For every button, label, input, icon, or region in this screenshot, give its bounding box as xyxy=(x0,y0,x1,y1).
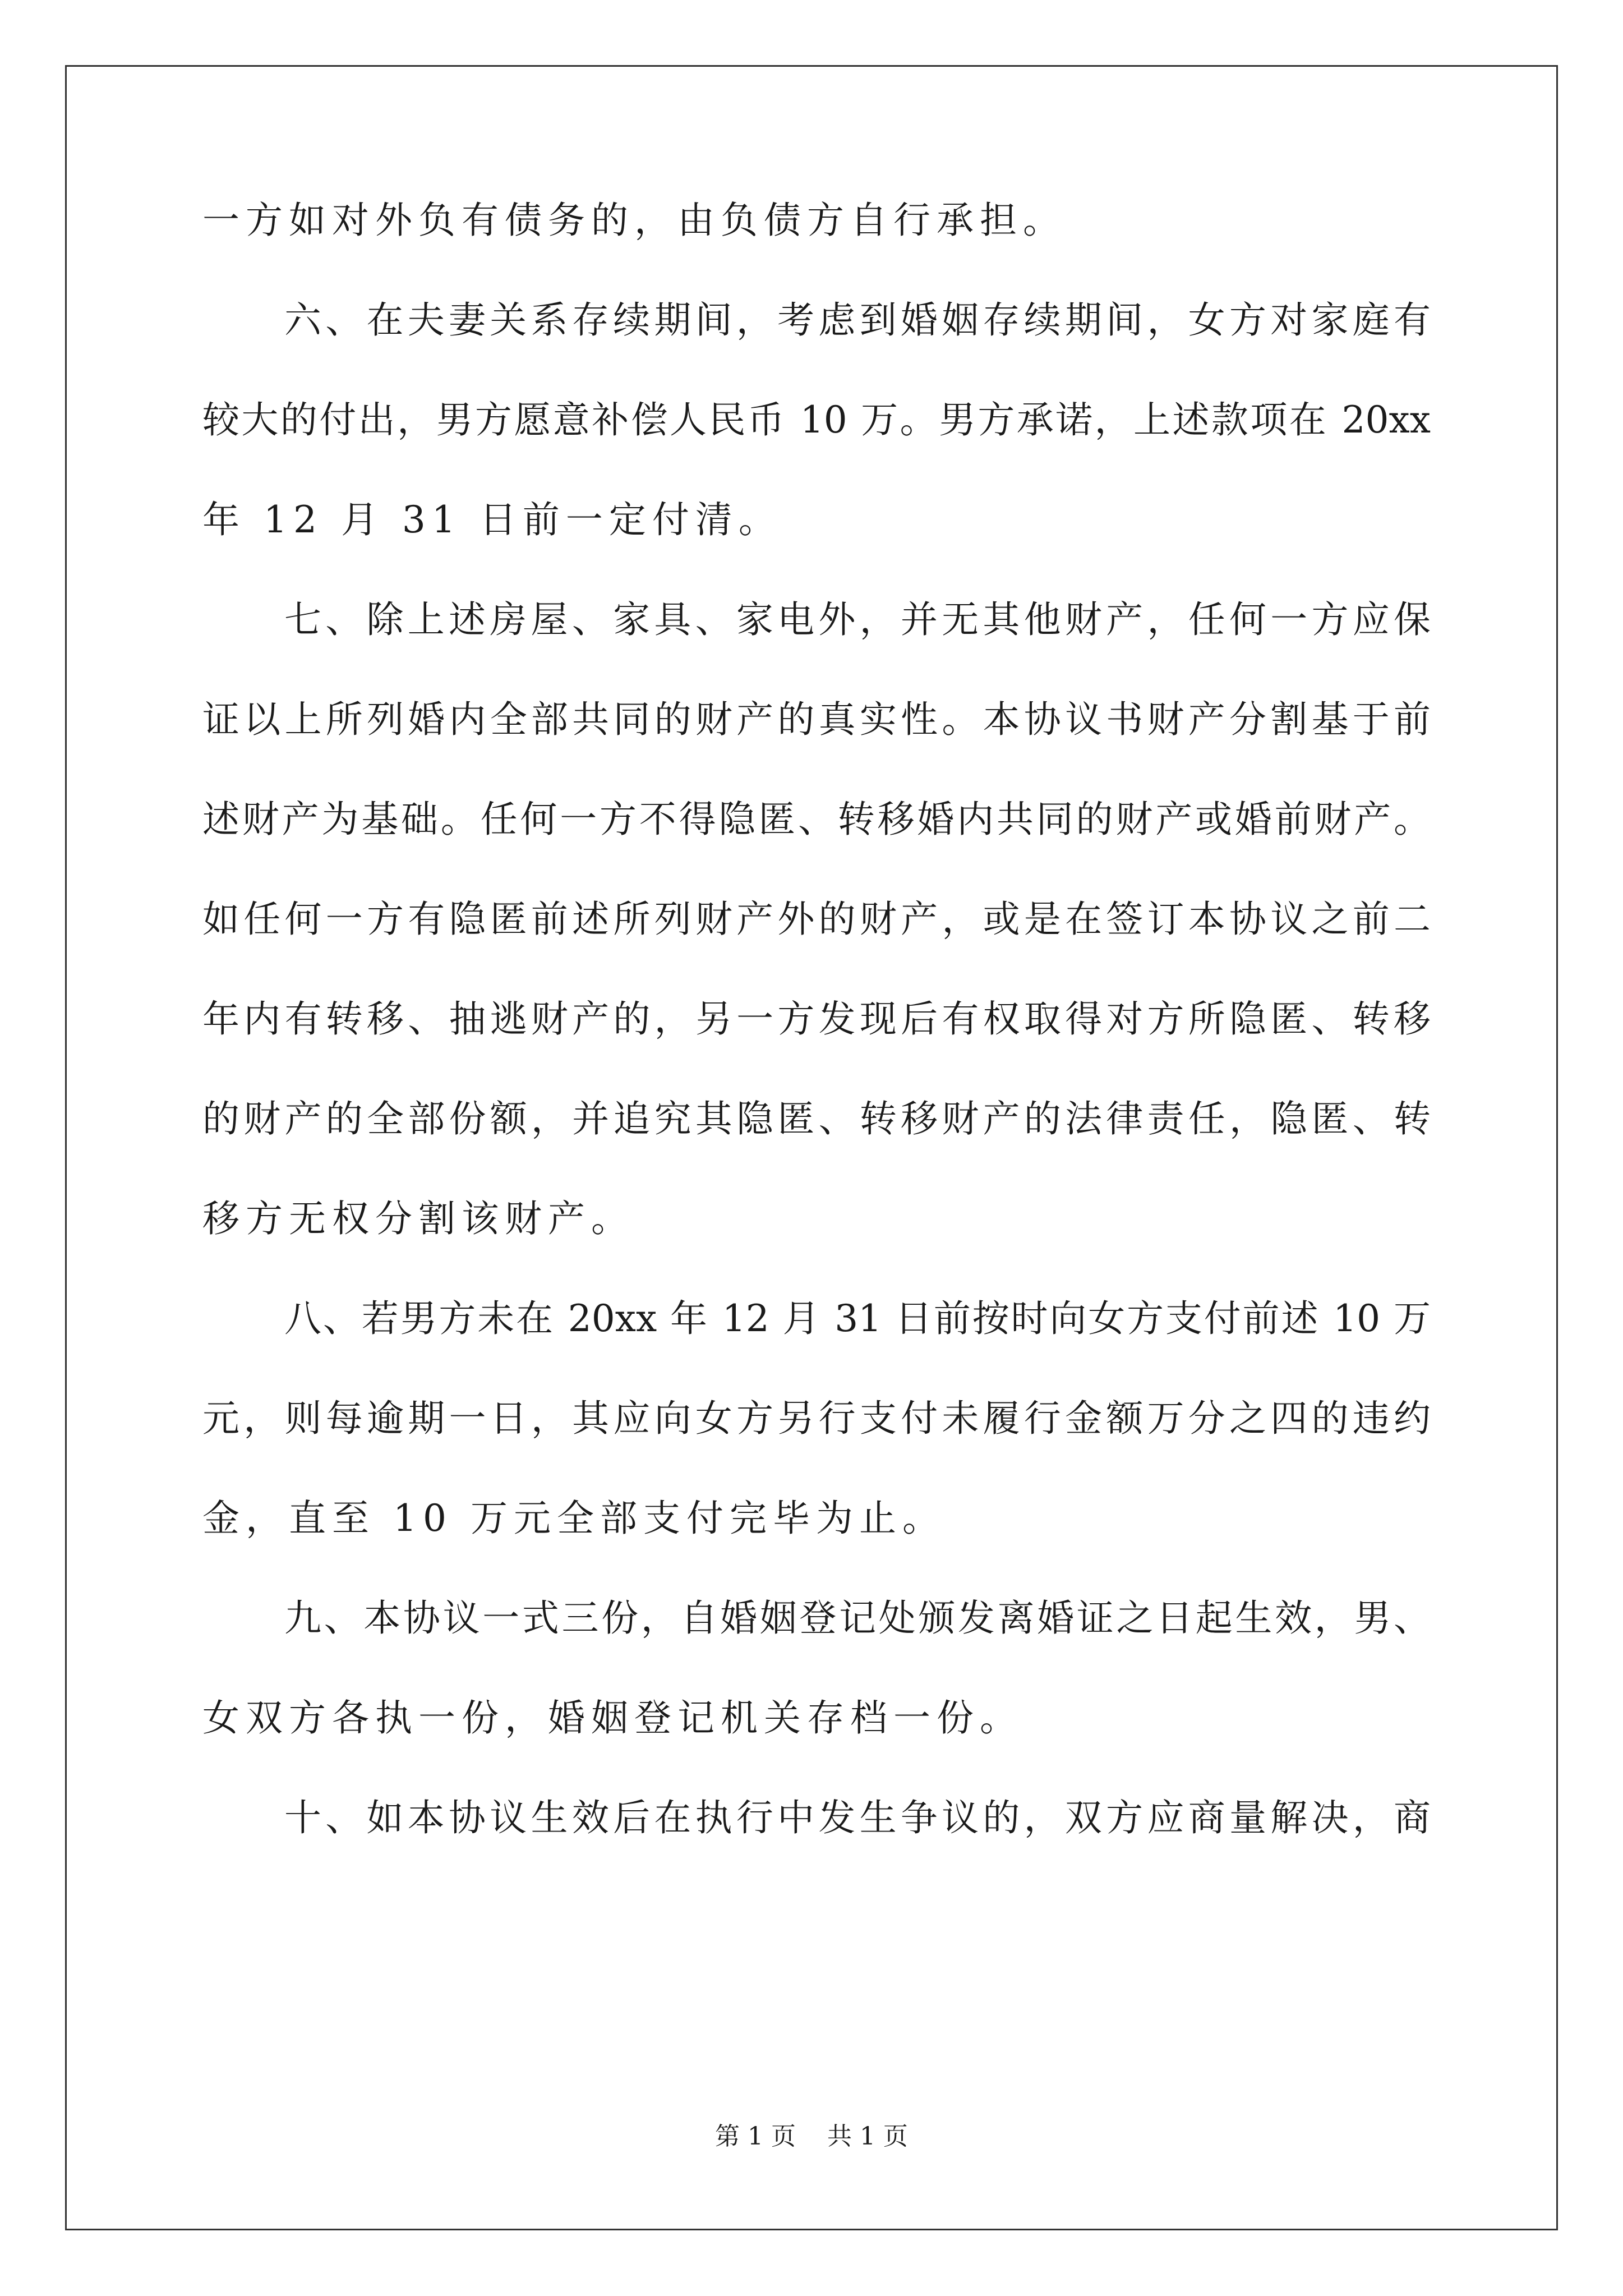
page-footer: 第 1 页 共 1 页 xyxy=(715,2122,908,2151)
text-line: 七、除上述房屋、家具、家电外，并无其他财产，任何一方应保 xyxy=(284,598,1431,641)
text-line: 证以上所列婚内全部共同的财产的真实性。本协议书财产分割基于前 xyxy=(202,698,1431,741)
text-line: 年 12 月 31 日前一定付清。 xyxy=(202,498,782,541)
text-line: 九、本协议一式三份，自婚姻登记处颁发离婚证之日起生效，男、 xyxy=(284,1596,1431,1640)
text-line: 女双方各执一份，婚姻登记机关存档一份。 xyxy=(202,1696,1023,1740)
text-line: 六、在夫妻关系存续期间，考虑到婚姻存续期间，女方对家庭有 xyxy=(284,298,1431,342)
text-line: 十、如本协议生效后在执行中发生争议的，双方应商量解决，商 xyxy=(284,1796,1431,1839)
text-line: 移方无权分割该财产。 xyxy=(202,1197,634,1240)
text-line: 如任何一方有隐匿前述所列财产外的财产，或是在签订本协议之前二 xyxy=(202,898,1431,941)
text-line: 述财产为基础。任何一方不得隐匿、转移婚内共同的财产或婚前财产。 xyxy=(202,798,1431,841)
text-line: 八、若男方未在 20xx 年 12 月 31 日前按时向女方支付前述 10 万 xyxy=(284,1297,1431,1340)
text-line: 较大的付出，男方愿意补偿人民币 10 万。男方承诺，上述款项在 20xx xyxy=(202,398,1431,441)
text-line: 元，则每逾期一日，其应向女方另行支付未履行金额万分之四的违约 xyxy=(202,1397,1431,1440)
text-line: 金，直至 10 万元全部支付完毕为止。 xyxy=(202,1497,946,1540)
document-body xyxy=(202,199,1431,1899)
text-line: 一方如对外负有债务的，由负债方自行承担。 xyxy=(202,199,1066,242)
text-line: 年内有转移、抽逃财产的，另一方发现后有权取得对方所隐匿、转移 xyxy=(202,997,1431,1041)
text-line: 的财产的全部份额，并追究其隐匿、转移财产的法律责任，隐匿、转 xyxy=(202,1097,1431,1140)
